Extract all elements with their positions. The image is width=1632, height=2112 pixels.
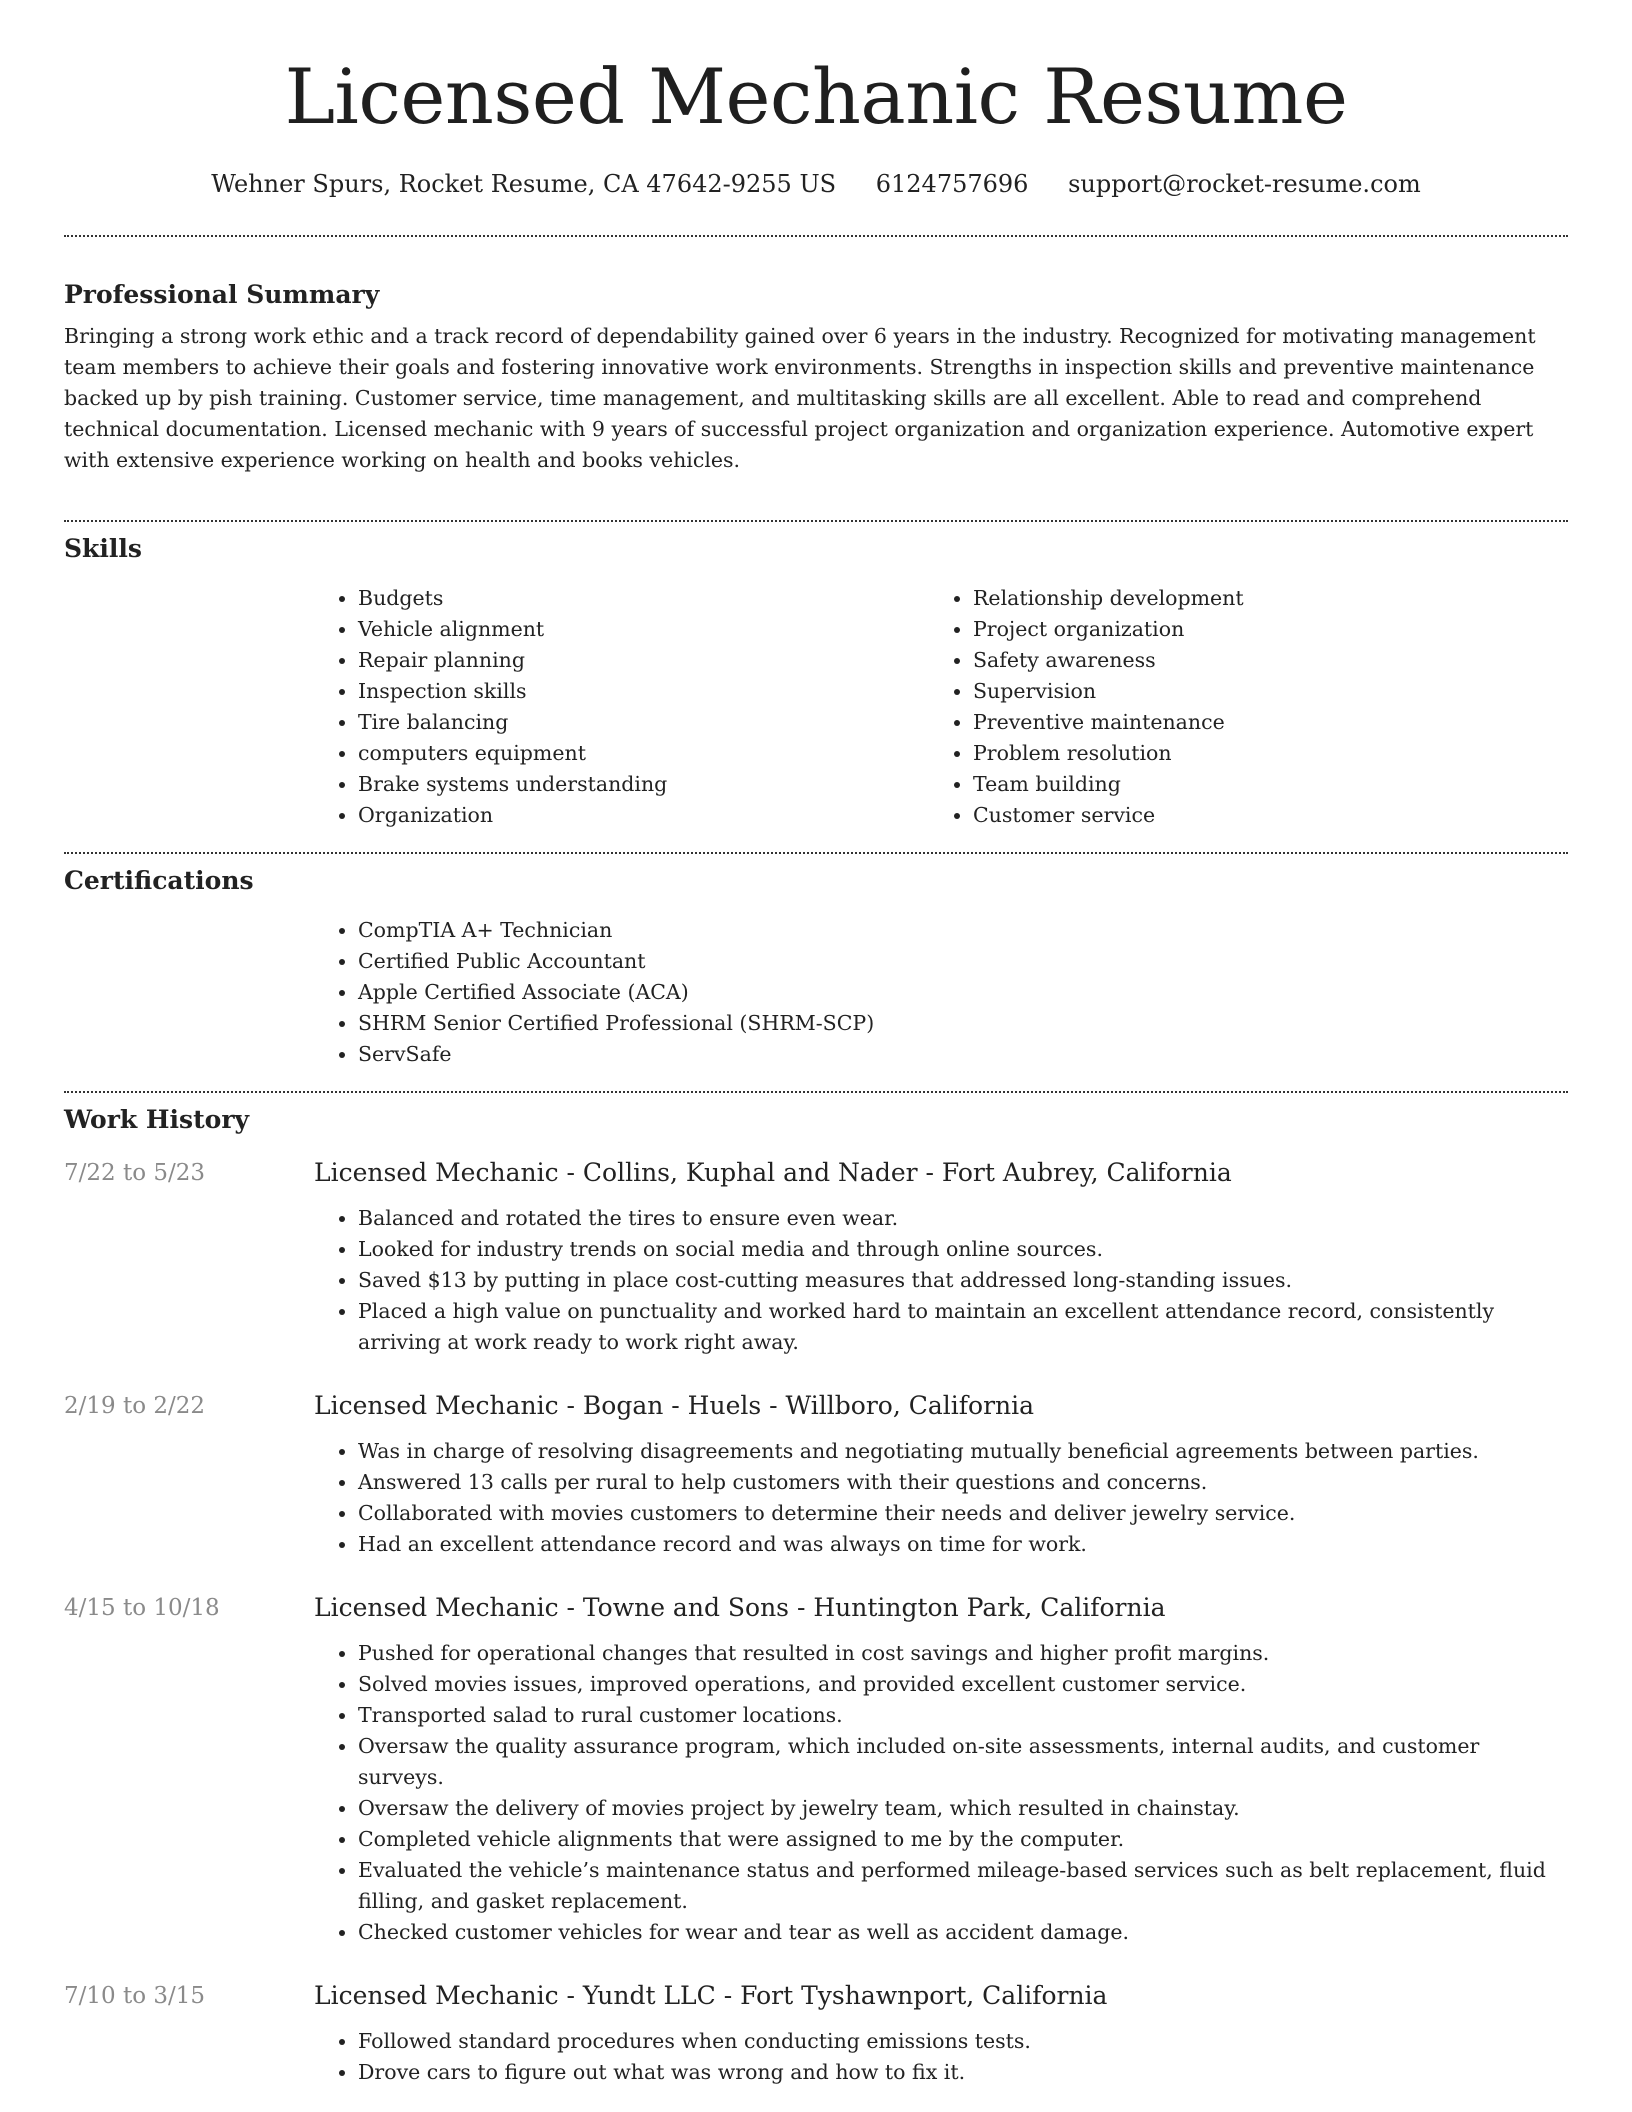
list-item: • Repair planning <box>358 645 929 676</box>
job-bullets <box>314 1638 1568 1948</box>
list-item: • Relationship development <box>973 583 1544 614</box>
contact-address: Wehner Spurs, Rocket Resume, CA 47642-9255 US <box>211 170 837 198</box>
job-bullet: • Balanced and rotated the tires to ensure even wear. <box>358 1203 1568 1234</box>
job-bullet: • Oversaw the quality assurance program, which included on-site assessments, internal audits, and customer surveys. <box>358 1731 1568 1793</box>
job-entry <box>64 1590 1568 1978</box>
job-title: Licensed Mechanic - Collins, Kuphal and Nader - Fort Aubrey, California <box>314 1158 1232 1187</box>
list-item: • Tire balancing <box>358 707 929 738</box>
certifications-section <box>64 854 1568 1091</box>
job-entry <box>64 1388 1568 1590</box>
summary-text: Bringing a strong work ethic and a track record of dependability gained over 6 years in the industry. Recognized for motivating management team members to achieve their goals and fostering innovative work environments. Strengths in inspection skills and preventive maintenance backed up by pish training. Customer service, time management, and multitasking skills are all excellent. Able to read and comprehend technical documentation. Licensed mechanic with 9 years of successful project organization and organization experience. Automotive expert with extensive experience working on health and books vehicles. <box>64 324 1536 472</box>
job-bullet: • Answered 13 calls per rural to help customers with their questions and concerns. <box>358 1467 1568 1498</box>
list-item: • Safety awareness <box>973 645 1544 676</box>
job-entry <box>64 1978 1568 2088</box>
job-bullet: • Looked for industry trends on social media and through online sources. <box>358 1234 1568 1265</box>
list-item: • Preventive maintenance <box>973 707 1544 738</box>
job-bullet: • Pushed for operational changes that resulted in cost savings and higher profit margins. <box>358 1638 1568 1669</box>
list-item: • Brake systems understanding <box>358 769 929 800</box>
summary-section <box>64 237 1568 520</box>
job-entry <box>64 1155 1568 1388</box>
job-bullet: • Had an excellent attendance record and was always on time for work. <box>358 1529 1568 1560</box>
list-item: • Customer service <box>973 800 1544 831</box>
skills-left-column <box>314 583 929 831</box>
job-title: Licensed Mechanic - Yundt LLC - Fort Tyshawnport, California <box>314 1981 1108 2010</box>
skills-left-list <box>314 583 929 831</box>
job-bullet: • Completed vehicle alignments that were assigned to me by the computer. <box>358 1824 1568 1855</box>
list-item: • SHRM Senior Certified Professional (SHRM-SCP) <box>358 1008 1568 1039</box>
list-item: • Apple Certified Associate (ACA) <box>358 977 1568 1008</box>
job-title: Licensed Mechanic - Bogan - Huels - Willboro, California <box>314 1391 1035 1420</box>
job-dates: 4/15 to 10/18 <box>64 1595 220 1621</box>
list-item: • Certified Public Accountant <box>358 946 1568 977</box>
list-item: • Organization <box>358 800 929 831</box>
list-item: • ServSafe <box>358 1039 1568 1070</box>
job-bullet: • Saved $13 by putting in place cost-cutting measures that addressed long-standing issues. <box>358 1265 1568 1296</box>
job-bullet: • Evaluated the vehicle’s maintenance status and performed mileage-based services such as belt replacement, fluid filling, and gasket replacement. <box>358 1855 1568 1917</box>
job-dates: 2/19 to 2/22 <box>64 1393 206 1419</box>
job-bullet: • Was in charge of resolving disagreements and negotiating mutually beneficial agreements between parties. <box>358 1436 1568 1467</box>
list-item: • CompTIA A+ Technician <box>358 915 1568 946</box>
job-bullet: • Collaborated with movies customers to determine their needs and deliver jewelry service. <box>358 1498 1568 1529</box>
job-bullet: • Drove cars to figure out what was wrong and how to fix it. <box>358 2057 1568 2088</box>
job-title: Licensed Mechanic - Towne and Sons - Huntington Park, California <box>314 1593 1166 1622</box>
certifications-list <box>314 915 1568 1070</box>
skills-section <box>64 522 1568 852</box>
job-dates: 7/10 to 3/15 <box>64 1983 206 2009</box>
skills-columns <box>314 583 1568 831</box>
skills-right-column <box>929 583 1544 831</box>
work-history-section <box>64 1093 1568 2088</box>
list-item: • Team building <box>973 769 1544 800</box>
work-history-heading: Work History <box>64 1105 250 1134</box>
job-bullet: • Oversaw the delivery of movies project by jewelry team, which resulted in chainstay. <box>358 1793 1568 1824</box>
skills-heading: Skills <box>64 534 142 563</box>
job-bullet: • Placed a high value on punctuality and worked hard to maintain an excellent attendance record, consistently arriving at work ready to work right away. <box>358 1296 1568 1358</box>
certifications-heading: Certifications <box>64 866 254 895</box>
list-item: • Budgets <box>358 583 929 614</box>
resume-title: Licensed Mechanic Resume <box>284 52 1348 141</box>
job-bullets <box>314 2026 1568 2088</box>
job-bullet: • Checked customer vehicles for wear and tear as well as accident damage. <box>358 1917 1568 1948</box>
list-item: • Supervision <box>973 676 1544 707</box>
skills-right-list <box>929 583 1544 831</box>
list-item: • Inspection skills <box>358 676 929 707</box>
job-bullets <box>314 1203 1568 1358</box>
contact-phone: 6124757696 <box>875 170 1029 198</box>
list-item: • Problem resolution <box>973 738 1544 769</box>
list-item: • Project organization <box>973 614 1544 645</box>
job-bullet: • Followed standard procedures when conducting emissions tests. <box>358 2026 1568 2057</box>
job-dates: 7/22 to 5/23 <box>64 1160 206 1186</box>
contact-line <box>64 166 1568 202</box>
job-bullet: • Transported salad to rural customer locations. <box>358 1700 1568 1731</box>
jobs-container <box>64 1155 1568 2088</box>
contact-email: support@rocket-resume.com <box>1068 170 1421 198</box>
summary-heading: Professional Summary <box>64 280 380 309</box>
job-bullets <box>314 1436 1568 1560</box>
job-bullet: • Solved movies issues, improved operations, and provided excellent customer service. <box>358 1669 1568 1700</box>
list-item: • computers equipment <box>358 738 929 769</box>
resume-page <box>64 0 1568 2088</box>
list-item: • Vehicle alignment <box>358 614 929 645</box>
